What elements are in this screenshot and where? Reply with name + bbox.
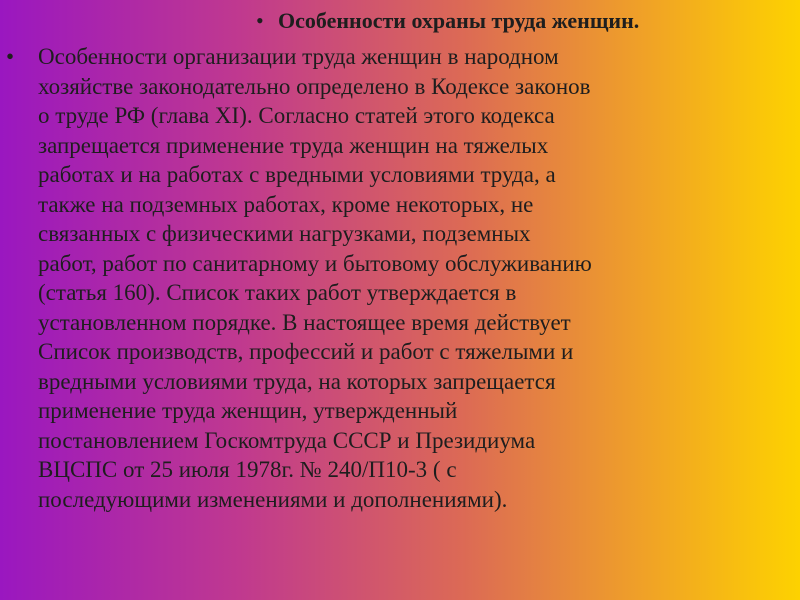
body-line-5: работах и на работах с вредными условиями труда, а: [38, 162, 556, 187]
body-line-6: также на подземных работах, кроме некоторых, не: [38, 191, 534, 217]
body-line-14: постановлением Госкомтруда СССР и Президиума: [38, 427, 536, 453]
body-line-3: о труде РФ (глава XI). Согласно статей этого кодекса: [38, 103, 555, 128]
body-line-13: применение труда женщин, утвержденный: [38, 398, 458, 423]
body-line-9: (статья 160). Список таких работ утверждается в: [38, 280, 517, 305]
body-bullet-icon: •: [6, 44, 15, 69]
body-line-15: ВЦСПС от 25 июля 1978г. № 240/П10-3 ( с: [38, 457, 457, 482]
body-line-4: запрещается применение труда женщин на тяжелых: [38, 132, 549, 158]
body-paragraph: [38, 42, 796, 514]
body-bullet-row: [6, 42, 796, 514]
body-line-10: установленном порядке. В настоящее время действует: [38, 309, 571, 335]
slide-title-row: [256, 6, 796, 36]
body-line-2: хозяйстве законодательно определено в Кодексе законов: [38, 73, 591, 99]
body-line-11: Список производств, профессий и работ с тяжелыми и: [38, 339, 574, 364]
body-line-1: Особенности организации труда женщин в народном: [38, 44, 559, 69]
slide-title: Особенности охраны труда женщин.: [278, 8, 640, 33]
body-line-16: последующими изменениями и дополнениями).: [38, 486, 508, 512]
body-line-8: работ, работ по санитарному и бытовому обслуживанию: [38, 250, 592, 276]
body-line-7: связанных с физическими нагрузками, подземных: [38, 221, 531, 246]
body-line-12: вредными условиями труда, на которых запрещается: [38, 368, 556, 394]
title-bullet-icon: •: [256, 8, 264, 33]
